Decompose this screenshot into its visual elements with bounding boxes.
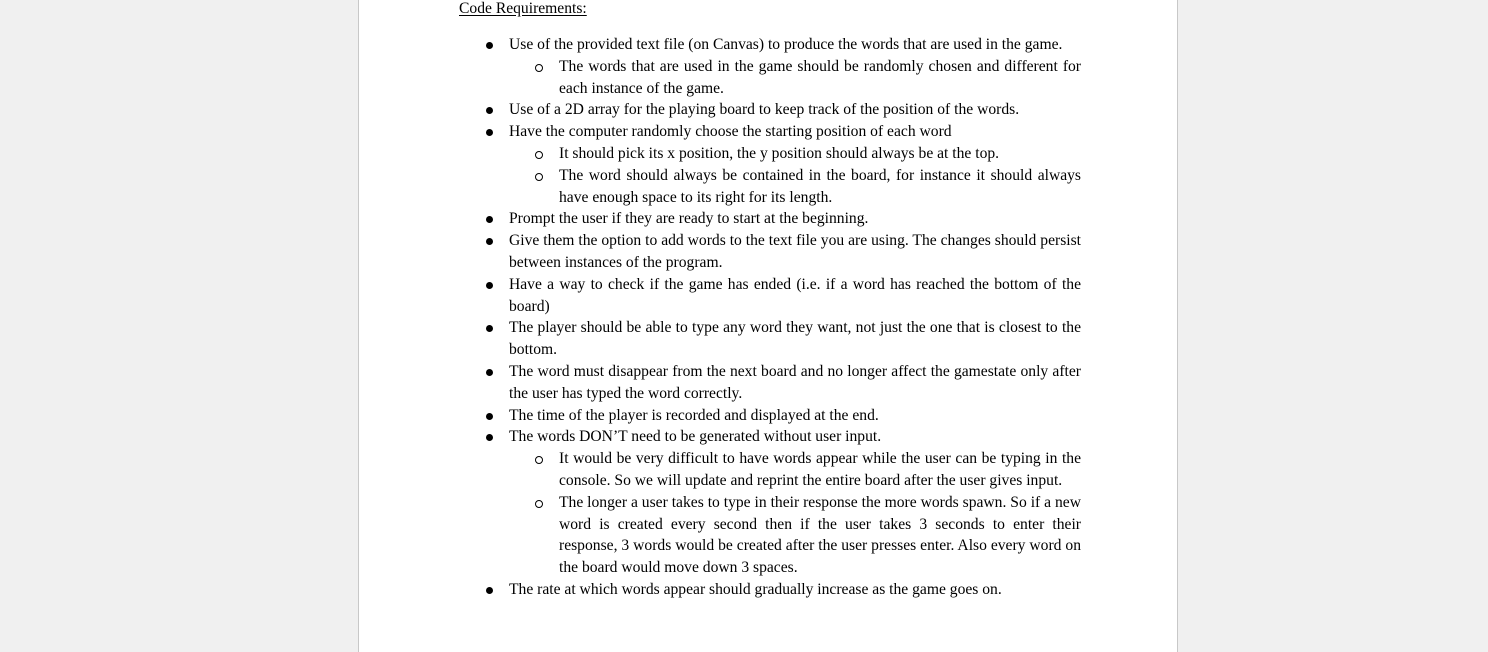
list-item-text: The player should be able to type any word they want, not just the one that is closest to the bottom. [509,319,1081,359]
document-page [358,0,1178,652]
list-item-text: Give them the option to add words to the text file you are using. The changes should persist between instances of the program. [509,232,1081,271]
sub-list-item [559,165,1081,209]
section-heading: Code Requirements: [459,0,587,17]
hollow-bullet-icon [535,456,543,464]
bullet-icon [486,282,493,289]
list-item-text: Have the computer randomly choose the starting position of each word [509,123,952,141]
hollow-bullet-icon [535,64,543,72]
bullet-icon [486,216,493,223]
list-item-text: The word must disappear from the next board and no longer affect the gamestate only after the user has typed the word correctly. [509,362,1081,402]
list-item-text: Have a way to check if the game has ended (i.e. if a word has reached the bottom of the board) [509,275,1081,315]
list-item [509,230,1081,274]
sub-list [509,56,1081,100]
sub-list-item [559,492,1081,579]
list-item-text: Prompt the user if they are ready to start at the beginning. [509,210,869,228]
list-item [509,426,1081,579]
list-item [509,361,1081,405]
sub-list-item [559,143,1081,165]
sub-list [509,143,1081,208]
sub-list-item-text: The words that are used in the game should be randomly chosen and different for each instance of the game. [559,57,1081,97]
list-item-text: Use of the provided text file (on Canvas) to produce the words that are used in the game. [509,36,1063,53]
sub-list-item [559,448,1081,492]
requirements-list [459,34,1081,601]
bullet-icon [486,413,493,420]
hollow-bullet-icon [535,173,543,181]
list-item [509,405,1081,427]
bullet-icon [486,238,493,245]
sub-list-item-text: It should pick its x position, the y position should always be at the top. [559,144,1000,162]
hollow-bullet-icon [535,500,543,508]
list-item-text: The rate at which words appear should gradually increase as the game goes on. [509,580,1002,598]
list-item-text: The time of the player is recorded and displayed at the end. [509,406,879,424]
sub-list-item-text: The word should always be contained in the board, for instance it should always have enough space to its right for its length. [559,166,1081,206]
list-item-text: The words DON’T need to be generated without user input. [509,428,882,446]
list-item-text: Use of a 2D array for the playing board to keep track of the position of the words. [509,101,1020,119]
list-item [509,208,1081,230]
sub-list-item [559,56,1081,100]
bullet-icon [486,107,493,114]
bullet-icon [486,42,493,49]
sub-list-item-text: It would be very difficult to have words appear while the user can be typing in the console. So we will update and reprint the entire board after the user gives input. [559,450,1081,489]
list-item [509,317,1081,361]
hollow-bullet-icon [535,151,543,159]
bullet-icon [486,434,493,441]
list-item [509,579,1081,601]
list-item [509,34,1081,99]
list-item [509,274,1081,318]
list-item [509,99,1081,121]
sub-list [509,448,1081,579]
bullet-icon [486,129,493,136]
bullet-icon [486,369,493,376]
bullet-icon [486,325,493,332]
sub-list-item-text: The longer a user takes to type in their response the more words spawn. So if a new word is created every second then if the user takes 3 seconds to enter their response, 3 words would be created after the user presses enter. Also every word on the board would move down 3 spaces. [559,493,1081,577]
bullet-icon [486,587,493,594]
document-content [459,0,1081,601]
list-item [509,121,1081,208]
